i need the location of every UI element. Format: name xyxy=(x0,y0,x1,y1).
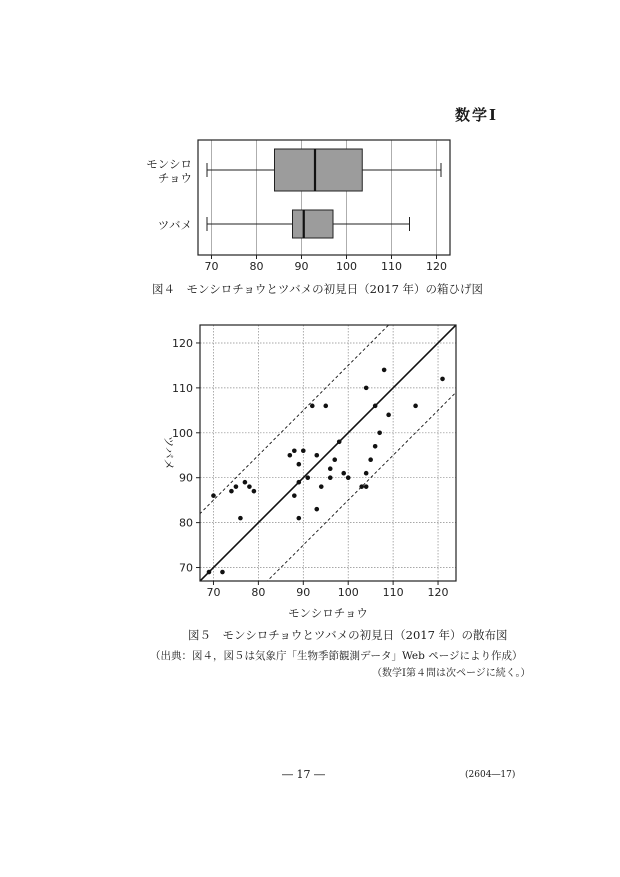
scatter-x-axis-label: モンシロチョウ xyxy=(288,606,368,620)
boxplot-tick-label: 90 xyxy=(294,260,309,273)
scatter-point xyxy=(323,404,328,409)
scatter-y-tick-label: 110 xyxy=(172,381,193,395)
scatter-chart xyxy=(0,300,620,630)
scatter-point xyxy=(364,386,369,391)
scatter-point xyxy=(314,507,319,512)
boxplot-label-tsubame: ツバメ xyxy=(157,218,192,232)
figure5-caption: 図５ モンシロチョウとツバメの初見日（2017 年）の散布図 xyxy=(188,628,508,642)
scatter-point xyxy=(229,489,234,494)
scatter-y-tick-label: 70 xyxy=(179,561,193,575)
scatter-point xyxy=(359,484,364,489)
scatter-point xyxy=(297,462,302,467)
exam-code: (2604―17) xyxy=(465,770,516,780)
page-number: ― 17 ― xyxy=(282,768,325,781)
scatter-point xyxy=(243,480,248,485)
scatter-point xyxy=(413,404,418,409)
scatter-point xyxy=(301,448,306,453)
scatter-point xyxy=(220,570,225,575)
scatter-y-tick-label: 90 xyxy=(179,471,193,485)
scatter-point xyxy=(314,453,319,458)
scatter-point xyxy=(252,489,257,494)
boxplot-label-monshiro-line2: チョウ xyxy=(157,171,192,185)
scatter-point xyxy=(238,516,243,521)
scatter-y-tick-label: 120 xyxy=(172,336,193,350)
scatter-point xyxy=(337,439,342,444)
scatter-point xyxy=(368,457,373,462)
figure4-caption: 図４ モンシロチョウとツバメの初見日（2017 年）の箱ひげ図 xyxy=(152,282,484,296)
scatter-point xyxy=(328,475,333,480)
scatter-point xyxy=(234,484,239,489)
scatter-point xyxy=(297,480,302,485)
scatter-point xyxy=(211,493,216,498)
scatter-point xyxy=(292,448,297,453)
scatter-point xyxy=(373,444,378,449)
scatter-x-tick-label: 110 xyxy=(382,586,404,599)
boxplot-tick-label: 120 xyxy=(426,260,447,273)
scatter-point xyxy=(364,471,369,476)
boxplot-tick-label: 100 xyxy=(336,260,357,273)
boxplot-tick-label: 70 xyxy=(204,260,219,273)
boxplot-chart xyxy=(0,0,620,300)
scatter-point xyxy=(382,368,387,373)
boxplot-label-monshiro-line1: モンシロ xyxy=(146,157,192,171)
scatter-point xyxy=(341,471,346,476)
scatter-x-tick-label: 100 xyxy=(337,586,359,599)
scatter-point xyxy=(346,475,351,480)
scatter-point xyxy=(207,570,212,575)
scatter-point xyxy=(247,484,252,489)
boxplot-tick-label: 110 xyxy=(381,260,402,273)
scatter-point xyxy=(310,404,315,409)
scatter-point xyxy=(319,484,324,489)
boxplot-box xyxy=(275,149,363,191)
scatter-point xyxy=(328,466,333,471)
scatter-x-tick-label: 120 xyxy=(427,586,449,599)
scatter-point xyxy=(332,457,337,462)
scatter-point xyxy=(373,404,378,409)
source-note: （出典：図４，図５は気象庁「生物季節観測データ」Web ページにより作成） xyxy=(150,650,523,662)
scatter-point xyxy=(440,377,445,382)
scatter-x-tick-label: 80 xyxy=(251,586,266,599)
scatter-point xyxy=(297,516,302,521)
scatter-point xyxy=(364,484,369,489)
continue-note: （数学Ⅰ第４問は次ページに続く。） xyxy=(372,668,531,679)
scatter-point xyxy=(288,453,293,458)
scatter-point xyxy=(386,413,391,418)
subject-header: 数学Ⅰ xyxy=(455,106,499,124)
scatter-point xyxy=(377,430,382,435)
scatter-point xyxy=(305,475,310,480)
scatter-x-tick-label: 90 xyxy=(296,586,311,599)
scatter-x-tick-label: 70 xyxy=(206,586,221,599)
scatter-y-tick-label: 100 xyxy=(172,426,193,440)
boxplot-tick-label: 80 xyxy=(249,260,264,273)
scatter-y-axis-label: ツバメ xyxy=(162,435,176,471)
boxplot-box xyxy=(293,210,334,238)
scatter-point xyxy=(292,493,297,498)
scatter-y-tick-label: 80 xyxy=(179,516,193,530)
